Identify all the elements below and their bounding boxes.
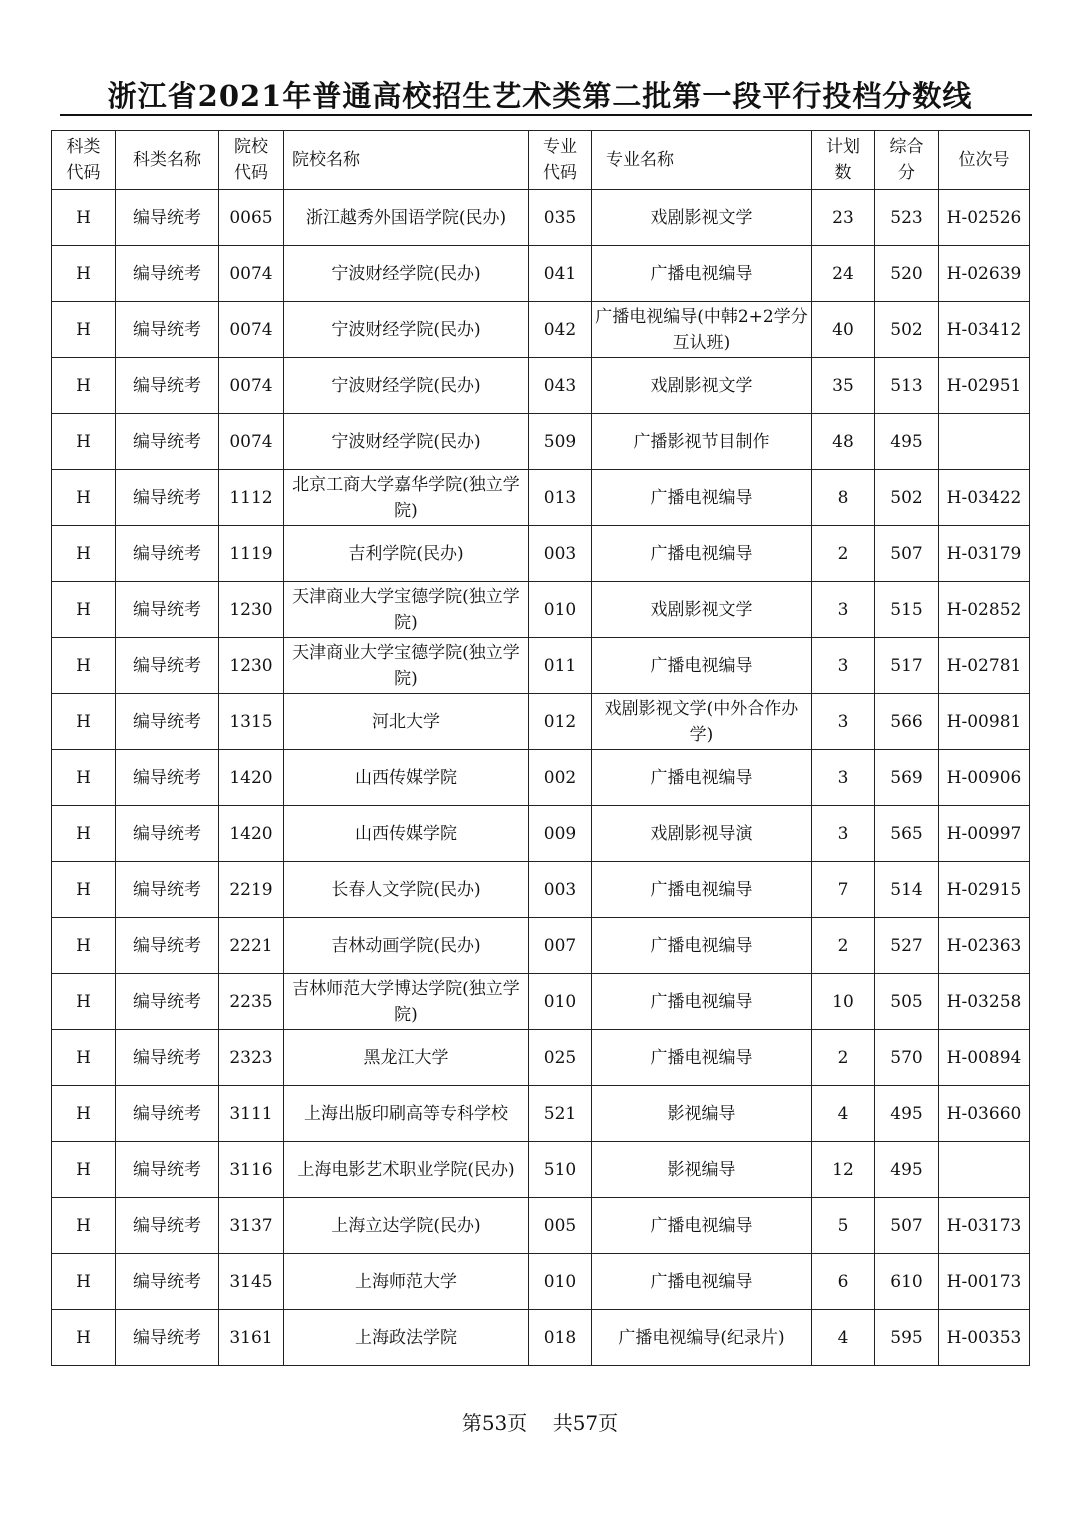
header-category-code: 科类 代码	[52, 131, 116, 190]
score-cell: 566	[875, 694, 939, 750]
category-code-cell: H	[52, 582, 116, 638]
category-code-cell: H	[52, 1142, 116, 1198]
plan-cell: 24	[812, 246, 875, 302]
table-row	[52, 470, 1030, 526]
header-school-code: 院校 代码	[219, 131, 284, 190]
major-code-cell: 010	[529, 1254, 592, 1310]
header-category-name: 科类名称	[116, 131, 219, 190]
major-name-cell: 戏剧影视文学	[592, 190, 812, 246]
school-name-cell: 河北大学	[284, 694, 529, 750]
score-cell: 502	[875, 470, 939, 526]
rank-cell: H-02363	[939, 918, 1030, 974]
major-code-cell: 010	[529, 582, 592, 638]
plan-cell: 40	[812, 302, 875, 358]
header-school-name: 院校名称	[284, 131, 529, 190]
score-cell: 495	[875, 1142, 939, 1198]
table-body	[52, 190, 1030, 1366]
school-code-cell: 0074	[219, 358, 284, 414]
table-row	[52, 1030, 1030, 1086]
table-row	[52, 638, 1030, 694]
category-name-cell: 编导统考	[116, 1086, 219, 1142]
category-code-cell: H	[52, 862, 116, 918]
major-name-cell: 广播电视编导	[592, 862, 812, 918]
category-code-cell: H	[52, 638, 116, 694]
rank-cell: H-00997	[939, 806, 1030, 862]
school-code-cell: 2323	[219, 1030, 284, 1086]
category-name-cell: 编导统考	[116, 1142, 219, 1198]
table-row	[52, 862, 1030, 918]
major-name-cell: 广播电视编导	[592, 918, 812, 974]
school-name-cell: 上海师范大学	[284, 1254, 529, 1310]
admission-score-table	[51, 130, 1030, 1366]
score-cell: 514	[875, 862, 939, 918]
school-name-cell: 天津商业大学宝德学院(独立学院)	[284, 582, 529, 638]
rank-cell: H-02951	[939, 358, 1030, 414]
category-code-cell: H	[52, 302, 116, 358]
major-code-cell: 025	[529, 1030, 592, 1086]
category-name-cell: 编导统考	[116, 974, 219, 1030]
major-name-cell: 广播电视编导	[592, 638, 812, 694]
major-code-cell: 010	[529, 974, 592, 1030]
category-code-cell: H	[52, 190, 116, 246]
rank-cell: H-03422	[939, 470, 1030, 526]
score-cell: 517	[875, 638, 939, 694]
table-row	[52, 526, 1030, 582]
score-cell: 610	[875, 1254, 939, 1310]
category-code-cell: H	[52, 1254, 116, 1310]
plan-cell: 12	[812, 1142, 875, 1198]
category-code-cell: H	[52, 974, 116, 1030]
major-name-cell: 广播电视编导	[592, 974, 812, 1030]
school-name-cell: 宁波财经学院(民办)	[284, 358, 529, 414]
school-code-cell: 0065	[219, 190, 284, 246]
major-name-cell: 戏剧影视导演	[592, 806, 812, 862]
major-code-cell: 005	[529, 1198, 592, 1254]
major-code-cell: 041	[529, 246, 592, 302]
major-name-cell: 戏剧影视文学	[592, 582, 812, 638]
rank-cell: H-02526	[939, 190, 1030, 246]
major-name-cell: 广播电视编导(中韩2+2学分互认班)	[592, 302, 812, 358]
header-major-name: 专业名称	[592, 131, 812, 190]
category-name-cell: 编导统考	[116, 246, 219, 302]
major-name-cell: 广播电视编导	[592, 470, 812, 526]
header-score: 综合 分	[875, 131, 939, 190]
rank-cell	[939, 414, 1030, 470]
school-code-cell: 1420	[219, 806, 284, 862]
school-name-cell: 山西传媒学院	[284, 806, 529, 862]
score-cell: 505	[875, 974, 939, 1030]
major-name-cell: 影视编导	[592, 1086, 812, 1142]
school-code-cell: 1315	[219, 694, 284, 750]
score-cell: 502	[875, 302, 939, 358]
category-name-cell: 编导统考	[116, 1310, 219, 1366]
category-name-cell: 编导统考	[116, 750, 219, 806]
category-name-cell: 编导统考	[116, 1254, 219, 1310]
page-number: 第53页 共57页	[461, 1411, 619, 1435]
major-code-cell: 521	[529, 1086, 592, 1142]
major-code-cell: 009	[529, 806, 592, 862]
rank-cell: H-03412	[939, 302, 1030, 358]
score-cell: 595	[875, 1310, 939, 1366]
category-name-cell: 编导统考	[116, 918, 219, 974]
score-cell: 565	[875, 806, 939, 862]
plan-cell: 7	[812, 862, 875, 918]
table-row	[52, 974, 1030, 1030]
table-row	[52, 358, 1030, 414]
table-row	[52, 246, 1030, 302]
score-cell: 495	[875, 1086, 939, 1142]
major-code-cell: 011	[529, 638, 592, 694]
category-code-cell: H	[52, 470, 116, 526]
category-code-cell: H	[52, 246, 116, 302]
score-cell: 495	[875, 414, 939, 470]
table-row	[52, 750, 1030, 806]
school-name-cell: 宁波财经学院(民办)	[284, 246, 529, 302]
school-code-cell: 3116	[219, 1142, 284, 1198]
category-code-cell: H	[52, 750, 116, 806]
major-name-cell: 广播电视编导	[592, 750, 812, 806]
table-row	[52, 806, 1030, 862]
major-code-cell: 042	[529, 302, 592, 358]
major-name-cell: 广播电视编导	[592, 1198, 812, 1254]
school-code-cell: 3111	[219, 1086, 284, 1142]
rank-cell	[939, 1142, 1030, 1198]
school-code-cell: 1119	[219, 526, 284, 582]
header-rank: 位次号	[939, 131, 1030, 190]
school-name-cell: 宁波财经学院(民办)	[284, 302, 529, 358]
score-cell: 523	[875, 190, 939, 246]
major-name-cell: 影视编导	[592, 1142, 812, 1198]
plan-cell: 3	[812, 750, 875, 806]
school-code-cell: 2221	[219, 918, 284, 974]
school-code-cell: 1230	[219, 582, 284, 638]
table-row	[52, 1198, 1030, 1254]
school-name-cell: 北京工商大学嘉华学院(独立学院)	[284, 470, 529, 526]
plan-cell: 3	[812, 638, 875, 694]
plan-cell: 8	[812, 470, 875, 526]
category-name-cell: 编导统考	[116, 862, 219, 918]
category-code-cell: H	[52, 694, 116, 750]
header-major-code: 专业 代码	[529, 131, 592, 190]
major-code-cell: 013	[529, 470, 592, 526]
school-code-cell: 0074	[219, 302, 284, 358]
rank-cell: H-00173	[939, 1254, 1030, 1310]
school-name-cell: 天津商业大学宝德学院(独立学院)	[284, 638, 529, 694]
table-row	[52, 694, 1030, 750]
rank-cell: H-03660	[939, 1086, 1030, 1142]
major-name-cell: 广播电视编导	[592, 1254, 812, 1310]
category-name-cell: 编导统考	[116, 1030, 219, 1086]
score-cell: 520	[875, 246, 939, 302]
major-code-cell: 003	[529, 526, 592, 582]
score-cell: 569	[875, 750, 939, 806]
category-code-cell: H	[52, 414, 116, 470]
header-plan: 计划 数	[812, 131, 875, 190]
category-code-cell: H	[52, 526, 116, 582]
rank-cell: H-03173	[939, 1198, 1030, 1254]
rank-cell: H-02639	[939, 246, 1030, 302]
school-code-cell: 1230	[219, 638, 284, 694]
school-name-cell: 浙江越秀外国语学院(民办)	[284, 190, 529, 246]
score-cell: 513	[875, 358, 939, 414]
score-cell: 570	[875, 1030, 939, 1086]
plan-cell: 48	[812, 414, 875, 470]
rank-cell: H-00353	[939, 1310, 1030, 1366]
major-code-cell: 509	[529, 414, 592, 470]
major-name-cell: 广播电视编导	[592, 1030, 812, 1086]
category-code-cell: H	[52, 1198, 116, 1254]
school-code-cell: 3137	[219, 1198, 284, 1254]
major-code-cell: 035	[529, 190, 592, 246]
category-name-cell: 编导统考	[116, 470, 219, 526]
category-code-cell: H	[52, 918, 116, 974]
page-title: 浙江省2021年普通高校招生艺术类第二批第一段平行投档分数线	[107, 79, 973, 113]
school-code-cell: 3161	[219, 1310, 284, 1366]
plan-cell: 35	[812, 358, 875, 414]
plan-cell: 5	[812, 1198, 875, 1254]
category-name-cell: 编导统考	[116, 358, 219, 414]
school-name-cell: 吉利学院(民办)	[284, 526, 529, 582]
category-name-cell: 编导统考	[116, 694, 219, 750]
plan-cell: 2	[812, 1030, 875, 1086]
school-name-cell: 宁波财经学院(民办)	[284, 414, 529, 470]
table-row	[52, 1254, 1030, 1310]
category-name-cell: 编导统考	[116, 526, 219, 582]
category-name-cell: 编导统考	[116, 806, 219, 862]
table-row	[52, 1086, 1030, 1142]
school-name-cell: 吉林动画学院(民办)	[284, 918, 529, 974]
major-code-cell: 510	[529, 1142, 592, 1198]
rank-cell: H-00894	[939, 1030, 1030, 1086]
category-name-cell: 编导统考	[116, 302, 219, 358]
major-name-cell: 广播电视编导	[592, 526, 812, 582]
major-code-cell: 003	[529, 862, 592, 918]
major-name-cell: 广播影视节目制作	[592, 414, 812, 470]
rank-cell: H-02781	[939, 638, 1030, 694]
school-name-cell: 吉林师范大学博达学院(独立学院)	[284, 974, 529, 1030]
school-name-cell: 上海立达学院(民办)	[284, 1198, 529, 1254]
category-code-cell: H	[52, 1310, 116, 1366]
category-name-cell: 编导统考	[116, 1198, 219, 1254]
category-name-cell: 编导统考	[116, 638, 219, 694]
rank-cell: H-00906	[939, 750, 1030, 806]
category-name-cell: 编导统考	[116, 414, 219, 470]
school-code-cell: 1112	[219, 470, 284, 526]
table-row	[52, 190, 1030, 246]
school-name-cell: 长春人文学院(民办)	[284, 862, 529, 918]
plan-cell: 6	[812, 1254, 875, 1310]
rank-cell: H-03179	[939, 526, 1030, 582]
category-name-cell: 编导统考	[116, 582, 219, 638]
table-row	[52, 302, 1030, 358]
plan-cell: 4	[812, 1086, 875, 1142]
major-code-cell: 018	[529, 1310, 592, 1366]
table-row	[52, 918, 1030, 974]
rank-cell: H-03258	[939, 974, 1030, 1030]
table-row	[52, 1142, 1030, 1198]
category-code-cell: H	[52, 806, 116, 862]
table-row	[52, 414, 1030, 470]
plan-cell: 3	[812, 582, 875, 638]
table-row	[52, 1310, 1030, 1366]
plan-cell: 4	[812, 1310, 875, 1366]
plan-cell: 3	[812, 806, 875, 862]
major-name-cell: 广播电视编导	[592, 246, 812, 302]
table-row	[52, 582, 1030, 638]
category-code-cell: H	[52, 358, 116, 414]
category-name-cell: 编导统考	[116, 190, 219, 246]
plan-cell: 10	[812, 974, 875, 1030]
table-header-row	[52, 131, 1030, 190]
school-name-cell: 上海电影艺术职业学院(民办)	[284, 1142, 529, 1198]
plan-cell: 23	[812, 190, 875, 246]
major-code-cell: 012	[529, 694, 592, 750]
plan-cell: 2	[812, 918, 875, 974]
title-underline	[60, 114, 1032, 116]
school-name-cell: 上海政法学院	[284, 1310, 529, 1366]
school-name-cell: 黑龙江大学	[284, 1030, 529, 1086]
school-code-cell: 3145	[219, 1254, 284, 1310]
school-code-cell: 0074	[219, 246, 284, 302]
rank-cell: H-00981	[939, 694, 1030, 750]
major-name-cell: 戏剧影视文学	[592, 358, 812, 414]
score-cell: 527	[875, 918, 939, 974]
school-name-cell: 山西传媒学院	[284, 750, 529, 806]
school-name-cell: 上海出版印刷高等专科学校	[284, 1086, 529, 1142]
major-code-cell: 002	[529, 750, 592, 806]
score-cell: 515	[875, 582, 939, 638]
rank-cell: H-02852	[939, 582, 1030, 638]
score-cell: 507	[875, 1198, 939, 1254]
plan-cell: 3	[812, 694, 875, 750]
plan-cell: 2	[812, 526, 875, 582]
major-name-cell: 广播电视编导(纪录片)	[592, 1310, 812, 1366]
major-code-cell: 043	[529, 358, 592, 414]
rank-cell: H-02915	[939, 862, 1030, 918]
score-cell: 507	[875, 526, 939, 582]
school-code-cell: 2235	[219, 974, 284, 1030]
major-name-cell: 戏剧影视文学(中外合作办学)	[592, 694, 812, 750]
school-code-cell: 0074	[219, 414, 284, 470]
school-code-cell: 1420	[219, 750, 284, 806]
category-code-cell: H	[52, 1030, 116, 1086]
school-code-cell: 2219	[219, 862, 284, 918]
category-code-cell: H	[52, 1086, 116, 1142]
major-code-cell: 007	[529, 918, 592, 974]
